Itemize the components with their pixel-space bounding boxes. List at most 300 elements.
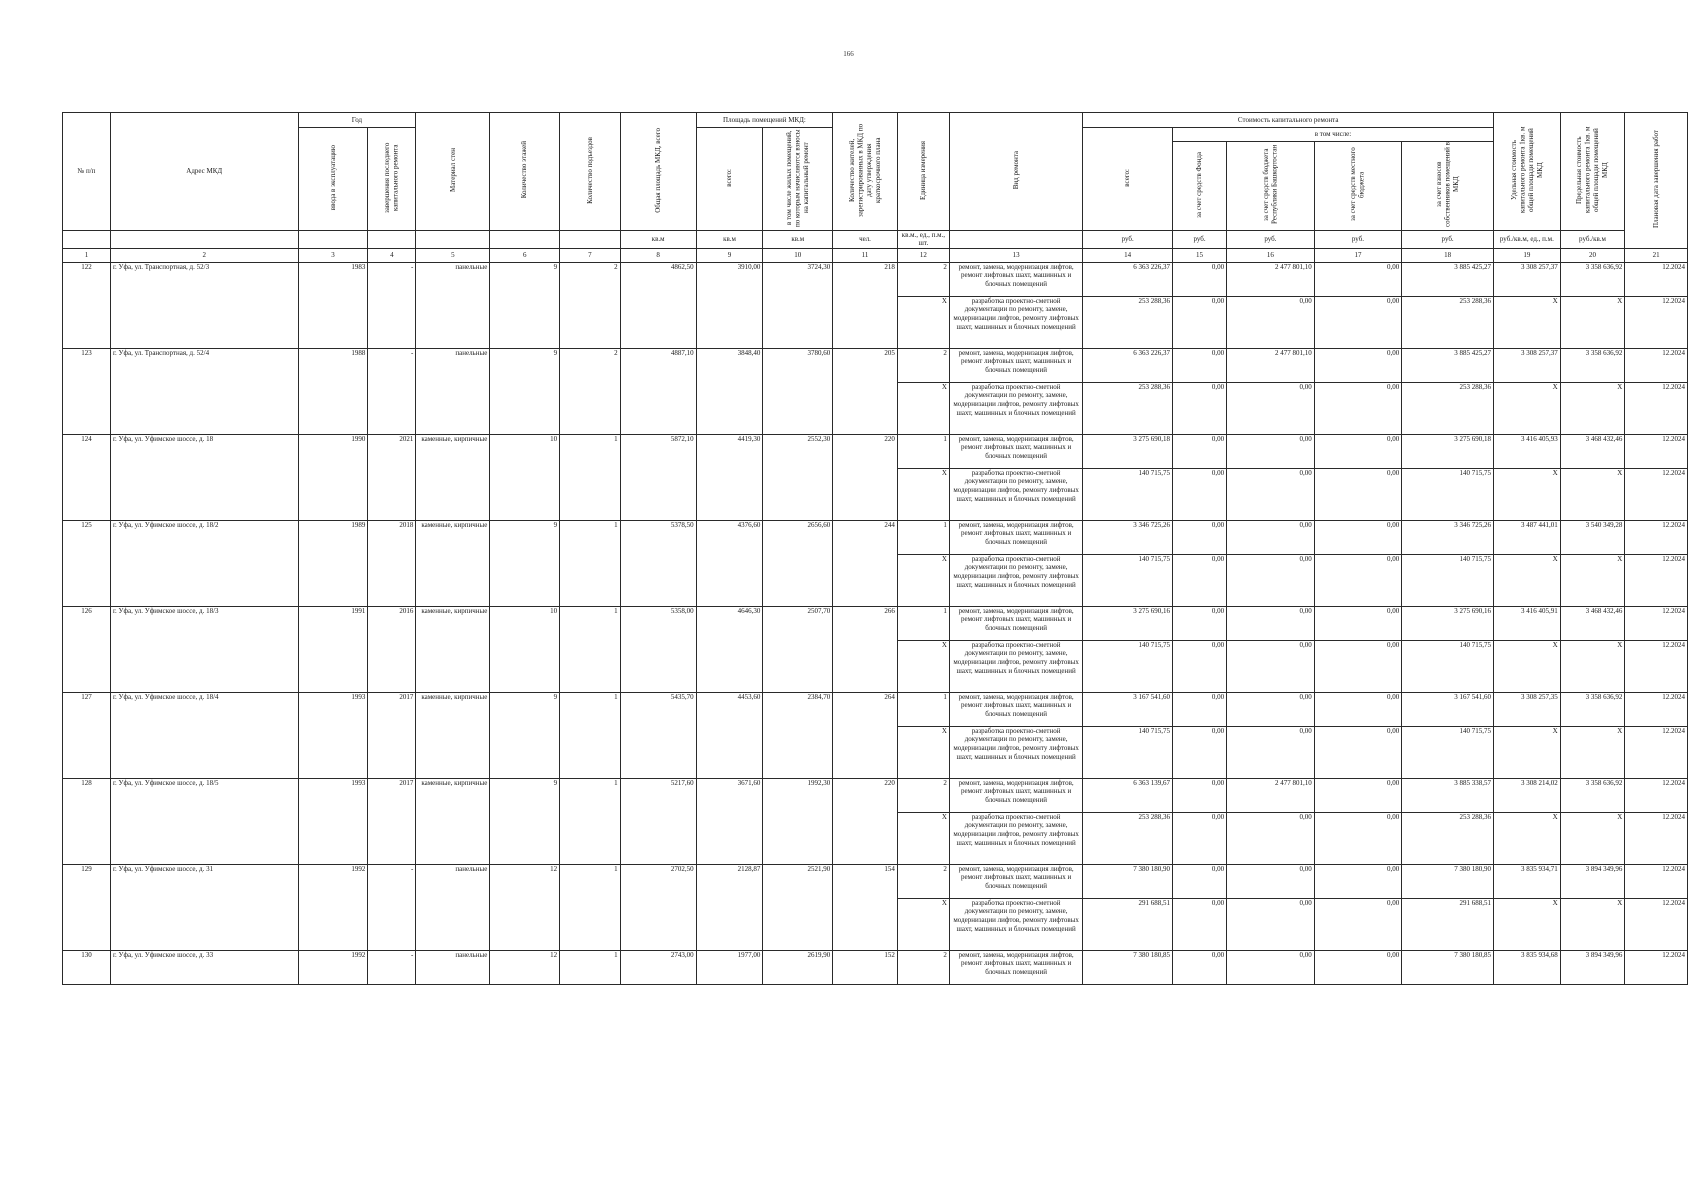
unit-cell: кв.м [620,230,696,248]
row-address: г. Уфа, ул. Уфимское шоссе, д. 18/2 [110,520,298,606]
column-number: 19 [1494,248,1561,262]
cost-limit: X [1560,468,1625,520]
row-year-repair: - [368,348,416,434]
cost-rb-budget: 2 477 801,10 [1227,778,1315,812]
cost-local-budget: 0,00 [1314,812,1402,864]
row-total-area: 5435,70 [620,692,696,778]
cost-total: 253 288,36 [1083,382,1173,434]
cost-specific: 3 416 405,91 [1494,606,1561,640]
cost-local-budget: 0,00 [1314,520,1402,554]
cost-local-budget: 0,00 [1314,950,1402,984]
cost-total: 7 380 180,85 [1083,950,1173,984]
column-number: 17 [1314,248,1402,262]
cost-owners: 3 885 425,27 [1402,348,1494,382]
cost-specific: 3 308 257,35 [1494,692,1561,726]
cost-specific: 3 416 405,93 [1494,434,1561,468]
row-total-area: 2702,50 [620,864,696,950]
work-unit: 1 [897,434,949,468]
cost-local-budget: 0,00 [1314,348,1402,382]
column-number: 16 [1227,248,1315,262]
row-address: г. Уфа, ул. Уфимское шоссе, д. 18/5 [110,778,298,864]
row-area-all: 1977,00 [696,950,763,984]
cost-limit: X [1560,382,1625,434]
row-area-all: 4419,30 [696,434,763,520]
work-unit: 2 [897,950,949,984]
row-year-repair: 2018 [368,520,416,606]
row-area-residential: 2507,70 [763,606,833,692]
cost-rb-budget: 2 477 801,10 [1227,262,1315,296]
cost-specific: X [1494,296,1561,348]
table-row [63,520,1688,554]
header-year-built: ввода в эксплуатацию [298,128,368,231]
row-wall-material: панельные [416,864,490,950]
cost-limit: X [1560,726,1625,778]
cost-specific: 3 835 934,71 [1494,864,1561,898]
cost-owners: 140 715,75 [1402,468,1494,520]
work-type: разработка проектно-сметной документации по ремонту, замене, модернизации лифтов, ремонту лифтовых шахт, машинных и блочных помещений [949,812,1082,864]
cost-limit: 3 894 349,96 [1560,864,1625,898]
row-number: 123 [63,348,111,434]
column-number: 5 [416,248,490,262]
planned-date: 12.2024 [1625,262,1688,296]
row-residents: 220 [833,778,898,864]
row-wall-material: каменные, кирпичные [416,778,490,864]
planned-date: 12.2024 [1625,726,1688,778]
work-type: разработка проектно-сметной документации по ремонту, замене, модернизации лифтов, ремонту лифтовых шахт, машинных и блочных помещений [949,382,1082,434]
row-year-built: 1992 [298,864,368,950]
work-type: ремонт, замена, модернизация лифтов, ремонт лифтовых шахт, машинных и блочных помещений [949,950,1082,984]
cost-specific: X [1494,898,1561,950]
row-year-built: 1983 [298,262,368,348]
cost-owners: 140 715,75 [1402,640,1494,692]
work-unit: 2 [897,778,949,812]
planned-date: 12.2024 [1625,296,1688,348]
cost-local-budget: 0,00 [1314,692,1402,726]
table-body [63,262,1688,984]
planned-date: 12.2024 [1625,778,1688,812]
work-unit: 1 [897,606,949,640]
cost-rb-budget: 0,00 [1227,382,1315,434]
cost-specific: X [1494,640,1561,692]
work-type: разработка проектно-сметной документации по ремонту, замене, модернизации лифтов, ремонту лифтовых шахт, машинных и блочных помещений [949,296,1082,348]
cost-local-budget: 0,00 [1314,262,1402,296]
cost-owners: 3 167 541,60 [1402,692,1494,726]
column-number: 21 [1625,248,1688,262]
planned-date: 12.2024 [1625,950,1688,984]
row-number: 128 [63,778,111,864]
row-entrances: 1 [560,864,620,950]
work-unit: 2 [897,864,949,898]
row-residents: 152 [833,950,898,984]
cost-local-budget: 0,00 [1314,382,1402,434]
row-year-built: 1988 [298,348,368,434]
planned-date: 12.2024 [1625,520,1688,554]
cost-owners: 140 715,75 [1402,726,1494,778]
row-address: г. Уфа, ул. Уфимское шоссе, д. 33 [110,950,298,984]
row-residents: 220 [833,434,898,520]
cost-total: 291 688,51 [1083,898,1173,950]
work-unit: X [897,554,949,606]
cost-owners: 3 275 690,18 [1402,434,1494,468]
table-row [63,606,1688,640]
planned-date: 12.2024 [1625,692,1688,726]
cost-local-budget: 0,00 [1314,778,1402,812]
cost-total: 3 346 725,26 [1083,520,1173,554]
cost-specific: 3 308 257,37 [1494,262,1561,296]
capital-repair-table [62,112,1688,985]
row-entrances: 2 [560,262,620,348]
cost-specific: X [1494,468,1561,520]
cost-limit: 3 468 432,46 [1560,606,1625,640]
row-residents: 266 [833,606,898,692]
row-number: 130 [63,950,111,984]
row-floors: 10 [490,434,560,520]
cost-specific: X [1494,812,1561,864]
row-number: 127 [63,692,111,778]
header-residents: Количество жителей, зарегистрированных в МКД по дату утверждения краткосрочного плана [833,113,898,231]
cost-total: 3 167 541,60 [1083,692,1173,726]
cost-local-budget: 0,00 [1314,640,1402,692]
header-rb-budget: за счет средств бюджета Республики Башкортостан [1227,142,1315,231]
row-residents: 264 [833,692,898,778]
column-number: 20 [1560,248,1625,262]
row-number: 125 [63,520,111,606]
row-wall-material: панельные [416,950,490,984]
unit-cell: руб. [1172,230,1226,248]
cost-specific: X [1494,554,1561,606]
cost-total: 6 363 226,37 [1083,262,1173,296]
cost-fund: 0,00 [1172,812,1226,864]
cost-rb-budget: 0,00 [1227,692,1315,726]
work-unit: 1 [897,692,949,726]
unit-cell: руб. [1083,230,1173,248]
row-wall-material: панельные [416,262,490,348]
row-area-all: 3848,40 [696,348,763,434]
cost-fund: 0,00 [1172,640,1226,692]
cost-owners: 3 346 725,26 [1402,520,1494,554]
row-year-built: 1992 [298,950,368,984]
unit-cell: чел. [833,230,898,248]
planned-date: 12.2024 [1625,348,1688,382]
cost-local-budget: 0,00 [1314,468,1402,520]
cost-limit: X [1560,812,1625,864]
row-wall-material: каменные, кирпичные [416,434,490,520]
cost-total: 140 715,75 [1083,468,1173,520]
cost-fund: 0,00 [1172,348,1226,382]
row-number: 124 [63,434,111,520]
work-type: разработка проектно-сметной документации по ремонту, замене, модернизации лифтов, ремонту лифтовых шахт, машинных и блочных помещений [949,468,1082,520]
row-floors: 10 [490,606,560,692]
row-entrances: 1 [560,434,620,520]
header-year-group: Год [298,113,416,128]
cost-specific: 3 308 257,37 [1494,348,1561,382]
work-type: ремонт, замена, модернизация лифтов, ремонт лифтовых шахт, машинных и блочных помещений [949,434,1082,468]
cost-rb-budget: 0,00 [1227,296,1315,348]
header-planned-date: Плановая дата завершения работ [1625,113,1688,249]
row-area-all: 4376,60 [696,520,763,606]
header-unit: Единица измерения [897,113,949,231]
cost-owners: 7 380 180,85 [1402,950,1494,984]
column-number: 10 [763,248,833,262]
unit-cell: руб./кв.м, ед., п.м. [1494,230,1561,248]
header-cost-group: Стоимость капитального ремонта [1083,113,1494,128]
table-row [63,778,1688,812]
cost-local-budget: 0,00 [1314,606,1402,640]
header-address: Адрес МКД [110,113,298,231]
cost-total: 253 288,36 [1083,296,1173,348]
cost-local-budget: 0,00 [1314,554,1402,606]
row-entrances: 1 [560,520,620,606]
header-owners: за счет взносов собственников помещений в МКД [1402,142,1494,231]
row-area-residential: 2619,90 [763,950,833,984]
cost-fund: 0,00 [1172,520,1226,554]
table-header [63,113,1688,263]
column-number: 12 [897,248,949,262]
cost-total: 6 363 139,67 [1083,778,1173,812]
cost-rb-budget: 0,00 [1227,434,1315,468]
row-total-area: 2743,00 [620,950,696,984]
header-num: № п/п [63,113,111,231]
planned-date: 12.2024 [1625,468,1688,520]
row-area-all: 4646,30 [696,606,763,692]
column-number: 8 [620,248,696,262]
work-type: разработка проектно-сметной документации по ремонту, замене, модернизации лифтов, ремонту лифтовых шахт, машинных и блочных помещений [949,554,1082,606]
cost-fund: 0,00 [1172,606,1226,640]
cost-limit: X [1560,640,1625,692]
table-row [63,692,1688,726]
work-type: ремонт, замена, модернизация лифтов, ремонт лифтовых шахт, машинных и блочных помещений [949,348,1082,382]
work-unit: X [897,726,949,778]
cost-rb-budget: 0,00 [1227,520,1315,554]
row-total-area: 5217,60 [620,778,696,864]
work-type: ремонт, замена, модернизация лифтов, ремонт лифтовых шахт, машинных и блочных помещений [949,262,1082,296]
work-type: разработка проектно-сметной документации по ремонту, замене, модернизации лифтов, ремонту лифтовых шахт, машинных и блочных помещений [949,898,1082,950]
row-year-built: 1989 [298,520,368,606]
column-number: 14 [1083,248,1173,262]
planned-date: 12.2024 [1625,898,1688,950]
cost-rb-budget: 0,00 [1227,606,1315,640]
work-type: ремонт, замена, модернизация лифтов, ремонт лифтовых шахт, машинных и блочных помещений [949,692,1082,726]
header-cost-total: всего: [1083,128,1173,231]
row-entrances: 1 [560,692,620,778]
cost-fund: 0,00 [1172,950,1226,984]
row-total-area: 5358,00 [620,606,696,692]
cost-limit: 3 358 636,92 [1560,692,1625,726]
row-address: г. Уфа, ул. Транспортная, д. 52/3 [110,262,298,348]
table-row [63,950,1688,984]
unit-cell: руб. [1402,230,1494,248]
unit-cell: кв.м [763,230,833,248]
row-area-all: 4453,60 [696,692,763,778]
header-local-budget: за счет средств местного бюджета [1314,142,1402,231]
cost-fund: 0,00 [1172,296,1226,348]
row-year-built: 1990 [298,434,368,520]
work-type: разработка проектно-сметной документации по ремонту, замене, модернизации лифтов, ремонту лифтовых шахт, машинных и блочных помещений [949,726,1082,778]
cost-owners: 291 688,51 [1402,898,1494,950]
cost-limit: X [1560,296,1625,348]
row-wall-material: каменные, кирпичные [416,692,490,778]
row-area-all: 2128,87 [696,864,763,950]
row-year-repair: - [368,262,416,348]
cost-specific: 3 308 214,02 [1494,778,1561,812]
cost-limit: 3 894 349,96 [1560,950,1625,984]
cost-rb-budget: 0,00 [1227,640,1315,692]
work-type: ремонт, замена, модернизация лифтов, ремонт лифтовых шахт, машинных и блочных помещений [949,520,1082,554]
row-residents: 154 [833,864,898,950]
column-numbers-row [63,248,1688,262]
cost-limit: 3 358 636,92 [1560,348,1625,382]
cost-fund: 0,00 [1172,778,1226,812]
cost-limit: 3 540 349,28 [1560,520,1625,554]
row-total-area: 5378,50 [620,520,696,606]
planned-date: 12.2024 [1625,554,1688,606]
row-wall-material: каменные, кирпичные [416,520,490,606]
row-wall-material: панельные [416,348,490,434]
units-row [63,230,1688,248]
row-address: г. Уфа, ул. Транспортная, д. 52/4 [110,348,298,434]
cost-limit: 3 358 636,92 [1560,262,1625,296]
unit-cell: кв.м [696,230,763,248]
cost-owners: 253 288,36 [1402,812,1494,864]
table-row [63,262,1688,296]
cost-fund: 0,00 [1172,726,1226,778]
header-entrances: Количество подъездов [560,113,620,231]
work-unit: X [897,812,949,864]
cost-owners: 3 275 690,16 [1402,606,1494,640]
row-total-area: 5872,10 [620,434,696,520]
cost-local-budget: 0,00 [1314,726,1402,778]
work-unit: X [897,382,949,434]
cost-total: 140 715,75 [1083,726,1173,778]
cost-fund: 0,00 [1172,864,1226,898]
unit-cell: руб./кв.м [1560,230,1625,248]
row-area-residential: 1992,30 [763,778,833,864]
cost-total: 140 715,75 [1083,640,1173,692]
row-entrances: 1 [560,606,620,692]
cost-rb-budget: 0,00 [1227,468,1315,520]
planned-date: 12.2024 [1625,606,1688,640]
header-area-residential: в том числе жилых помещений, по которым начисляются взносы на капитальный ремонт [763,128,833,231]
cost-fund: 0,00 [1172,898,1226,950]
work-type: ремонт, замена, модернизация лифтов, ремонт лифтовых шахт, машинных и блочных помещений [949,778,1082,812]
unit-cell: руб. [1227,230,1315,248]
planned-date: 12.2024 [1625,640,1688,692]
cost-total: 6 363 226,37 [1083,348,1173,382]
row-floors: 9 [490,262,560,348]
row-area-residential: 2552,30 [763,434,833,520]
work-unit: 1 [897,520,949,554]
header-floors: Количество этажей [490,113,560,231]
header-area-all: всего: [696,128,763,231]
row-total-area: 4862,50 [620,262,696,348]
cost-owners: 7 380 180,90 [1402,864,1494,898]
work-unit: 2 [897,262,949,296]
cost-rb-budget: 0,00 [1227,950,1315,984]
row-entrances: 1 [560,950,620,984]
row-floors: 9 [490,692,560,778]
column-number: 18 [1402,248,1494,262]
header-area-group: Площадь помещений МКД: [696,113,833,128]
header-fund: за счет средств Фонда [1172,142,1226,231]
column-number: 13 [949,248,1082,262]
work-unit: X [897,296,949,348]
cost-rb-budget: 2 477 801,10 [1227,348,1315,382]
row-floors: 12 [490,864,560,950]
work-unit: 2 [897,348,949,382]
row-number: 126 [63,606,111,692]
cost-limit: 3 358 636,92 [1560,778,1625,812]
cost-rb-budget: 0,00 [1227,726,1315,778]
row-total-area: 4887,10 [620,348,696,434]
cost-owners: 3 885 425,27 [1402,262,1494,296]
cost-limit: X [1560,898,1625,950]
column-number: 1 [63,248,111,262]
column-number: 6 [490,248,560,262]
page-number: 166 [843,50,854,58]
cost-owners: 3 885 338,57 [1402,778,1494,812]
row-address: г. Уфа, ул. Уфимское шоссе, д. 18 [110,434,298,520]
row-floors: 9 [490,520,560,606]
header-limit-cost: Предельная стоимость капитального ремонта 1кв. м общей площади помещений МКД [1560,113,1625,231]
row-year-built: 1993 [298,778,368,864]
header-specific-cost: Удельная стоимость капитального ремонта 1кв. м общей площади помещений МКД [1494,113,1561,231]
work-unit: X [897,468,949,520]
cost-fund: 0,00 [1172,434,1226,468]
row-wall-material: каменные, кирпичные [416,606,490,692]
column-number: 2 [110,248,298,262]
row-area-all: 3671,60 [696,778,763,864]
column-number: 11 [833,248,898,262]
table-row [63,434,1688,468]
cost-total: 3 275 690,18 [1083,434,1173,468]
header-total-area: Общая площадь МКД, всего [620,113,696,231]
row-floors: 9 [490,348,560,434]
row-year-repair: 2016 [368,606,416,692]
unit-cell: кв.м., ед., п.м., шт. [897,230,949,248]
row-number: 129 [63,864,111,950]
row-year-repair: - [368,950,416,984]
cost-specific: 3 487 441,01 [1494,520,1561,554]
cost-fund: 0,00 [1172,382,1226,434]
cost-total: 140 715,75 [1083,554,1173,606]
cost-total: 3 275 690,16 [1083,606,1173,640]
planned-date: 12.2024 [1625,812,1688,864]
work-unit: X [897,898,949,950]
row-year-repair: 2017 [368,692,416,778]
column-number: 3 [298,248,368,262]
row-year-built: 1991 [298,606,368,692]
table-row [63,864,1688,898]
planned-date: 12.2024 [1625,864,1688,898]
row-area-residential: 2384,70 [763,692,833,778]
column-number: 9 [696,248,763,262]
header-incl-group: в том числе: [1172,128,1493,142]
row-address: г. Уфа, ул. Уфимское шоссе, д. 31 [110,864,298,950]
work-type: ремонт, замена, модернизация лифтов, ремонт лифтовых шахт, машинных и блочных помещений [949,606,1082,640]
row-residents: 244 [833,520,898,606]
cost-fund: 0,00 [1172,262,1226,296]
planned-date: 12.2024 [1625,434,1688,468]
cost-local-budget: 0,00 [1314,296,1402,348]
cost-specific: X [1494,382,1561,434]
column-number: 4 [368,248,416,262]
row-year-repair: - [368,864,416,950]
row-number: 122 [63,262,111,348]
row-residents: 205 [833,348,898,434]
work-type: ремонт, замена, модернизация лифтов, ремонт лифтовых шахт, машинных и блочных помещений [949,864,1082,898]
row-area-residential: 3780,60 [763,348,833,434]
row-entrances: 2 [560,348,620,434]
